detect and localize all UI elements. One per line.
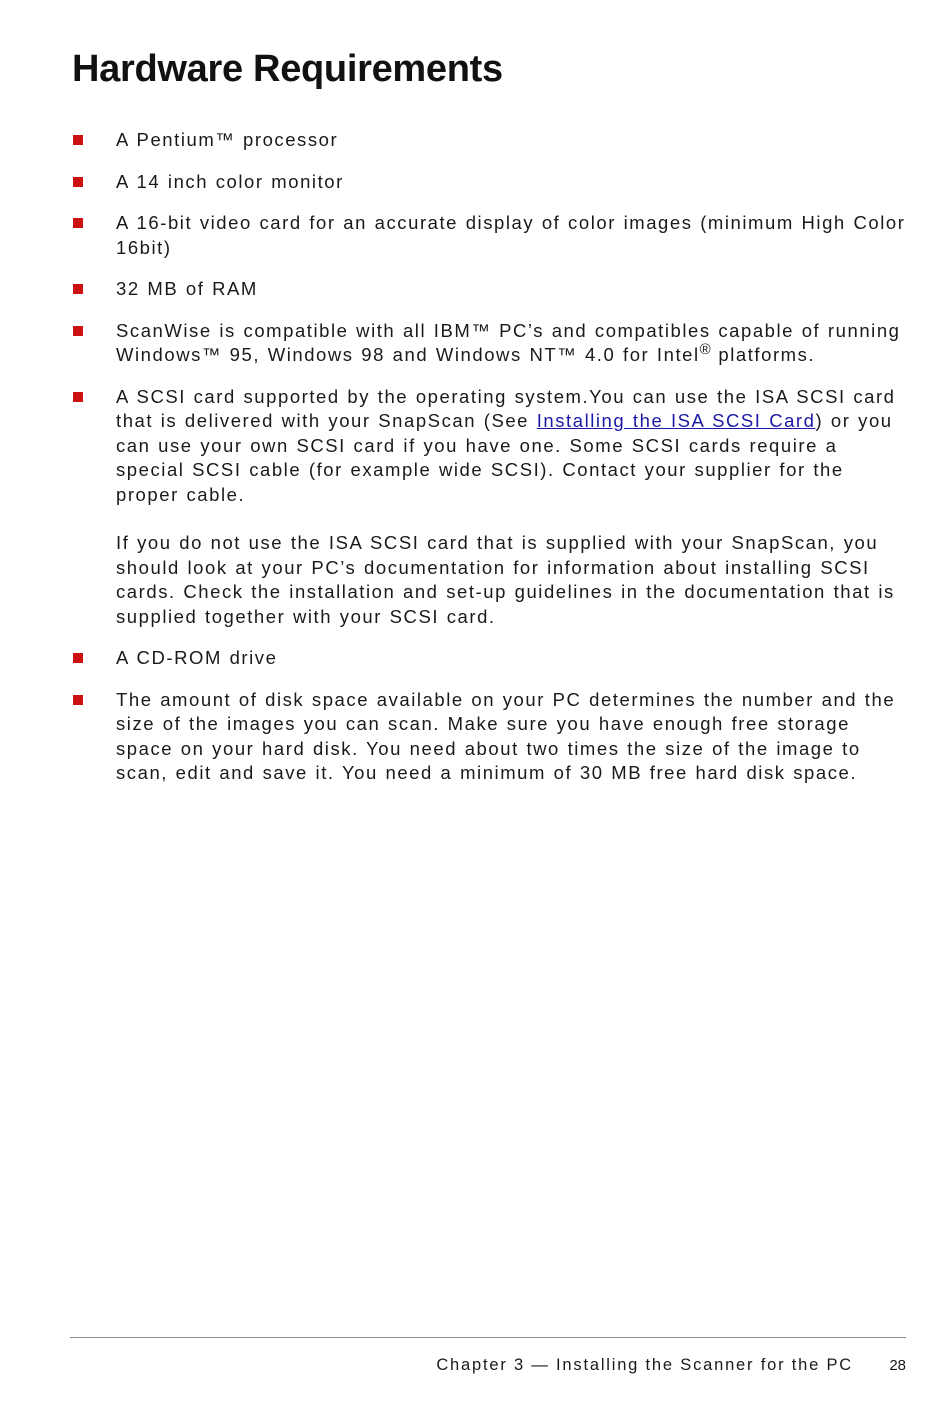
list-item	[72, 688, 912, 786]
requirement-text: A 16-bit video card for an accurate display of color images (minimum High Color 16bit)	[116, 212, 906, 258]
square-bullet-icon	[73, 284, 83, 294]
registered-mark: ®	[699, 340, 711, 358]
compatibility-text-end: platforms.	[710, 344, 816, 365]
requirement-note: If you do not use the ISA SCSI card that is supplied with your SnapScan, you should look at your PC’s documentation for information about installing SCSI cards. Check the installation and set-up guidelines in the documentation that is supplied together with your SCSI card.	[116, 532, 895, 627]
square-bullet-icon	[73, 218, 83, 228]
page-number: 28	[889, 1357, 906, 1374]
requirement-text: The amount of disk space available on your PC determines the number and the size of the images you can scan. Make sure you have enough free storage space on your hard disk. You need about two times the size of the image to scan, edit and save it. You need a minimum of 30 MB free hard disk space.	[116, 688, 896, 783]
list-item	[72, 646, 912, 671]
square-bullet-icon	[73, 177, 83, 187]
square-bullet-icon	[73, 326, 83, 336]
requirement-text	[116, 319, 912, 368]
requirement-text	[116, 385, 912, 508]
requirement-text: A 14 inch color monitor	[116, 170, 344, 192]
list-item	[72, 170, 912, 195]
list-item	[72, 319, 912, 368]
page-title: Hardware Requirements	[72, 48, 503, 90]
list-item	[72, 385, 912, 630]
square-bullet-icon	[73, 653, 83, 663]
list-item	[72, 211, 912, 260]
requirement-text: A Pentium™ processor	[116, 129, 339, 150]
requirement-text: 32 MB of RAM	[116, 278, 258, 299]
scsi-text-start: A SCSI card supported by the operating system.You can use the ISA SCSI card that is delivered with your SnapScan (See	[116, 385, 896, 431]
requirement-text: A CD-ROM drive	[116, 647, 278, 668]
square-bullet-icon	[73, 135, 83, 145]
list-item	[72, 128, 912, 153]
requirements-list	[72, 128, 912, 803]
list-item	[72, 277, 912, 302]
installing-isa-scsi-card-link[interactable]: Installing the ISA SCSI Card	[536, 410, 816, 431]
compatibility-text: ScanWise is compatible with all IBM™ PC’s and compatibles capable of running Windows™ 95, Windows 98 and Windows NT™ 4.0 for Intel	[116, 319, 901, 365]
scsi-text-end: ) or you can use your own SCSI card if you have one. Some SCSI cards require a special SCSI cable (for example wide SCSI). Contact your supplier for the proper cable.	[116, 410, 893, 505]
square-bullet-icon	[73, 392, 83, 402]
footer-divider	[70, 1337, 906, 1338]
square-bullet-icon	[73, 695, 83, 705]
footer-chapter-title: Chapter 3 — Installing the Scanner for the PC	[436, 1356, 853, 1374]
